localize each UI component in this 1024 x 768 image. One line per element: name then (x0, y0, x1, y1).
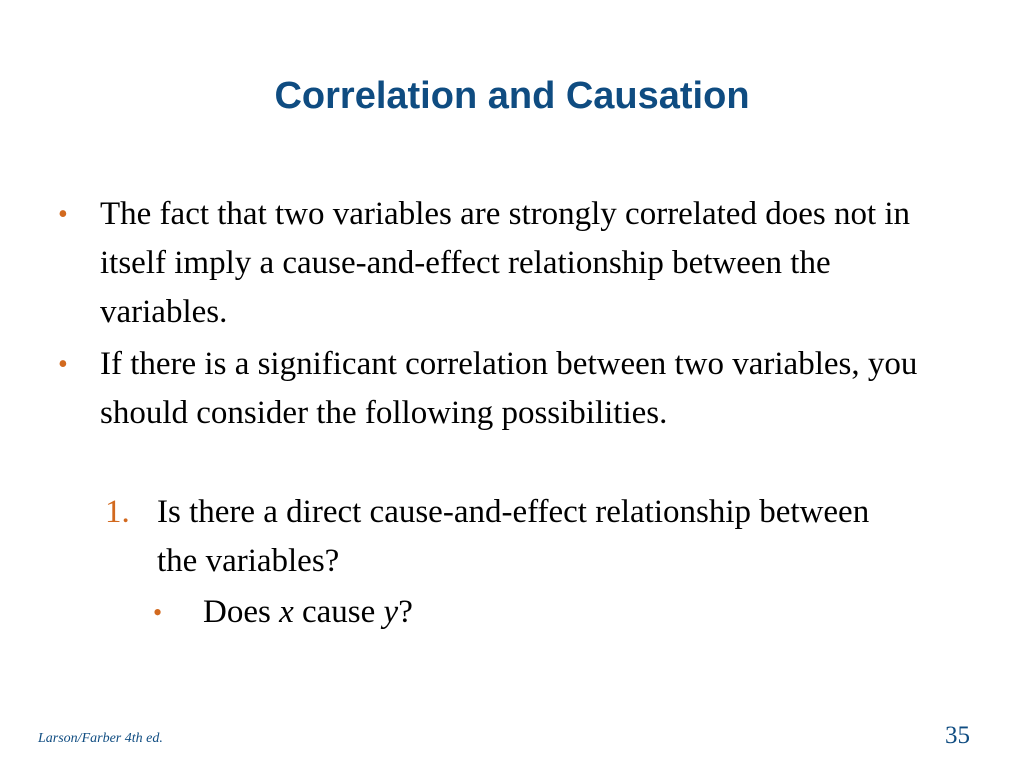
page-number: 35 (945, 722, 970, 749)
variable-x: x (279, 594, 294, 630)
bullet-marker-icon: • (58, 349, 68, 380)
slide-title: Correlation and Causation (274, 75, 750, 117)
bullet-item (58, 190, 930, 337)
sub-bullet-item (153, 588, 413, 637)
numbered-item-text: Is there a direct cause-and-effect relationship between the variables? (157, 494, 870, 579)
bullet-item (58, 340, 930, 438)
bullet-text: The fact that two variables are strongly correlated does not in itself imply a cause-and-effect relationship between the variables. (100, 196, 911, 330)
bullet-marker-icon: • (58, 199, 68, 230)
sub-bullet-prefix: Does (203, 594, 280, 630)
sub-bullet-suffix: ? (398, 594, 413, 630)
sub-bullet-middle: cause (293, 594, 384, 630)
footer-source: Larson/Farber 4th ed. (38, 731, 163, 746)
item-number: 1. (105, 494, 130, 530)
numbered-item (105, 488, 917, 586)
bullet-text: If there is a significant correlation between two variables, you should consider the following possibilities. (100, 346, 918, 431)
variable-y: y (383, 594, 399, 630)
sub-bullet-marker-icon: • (153, 598, 163, 627)
